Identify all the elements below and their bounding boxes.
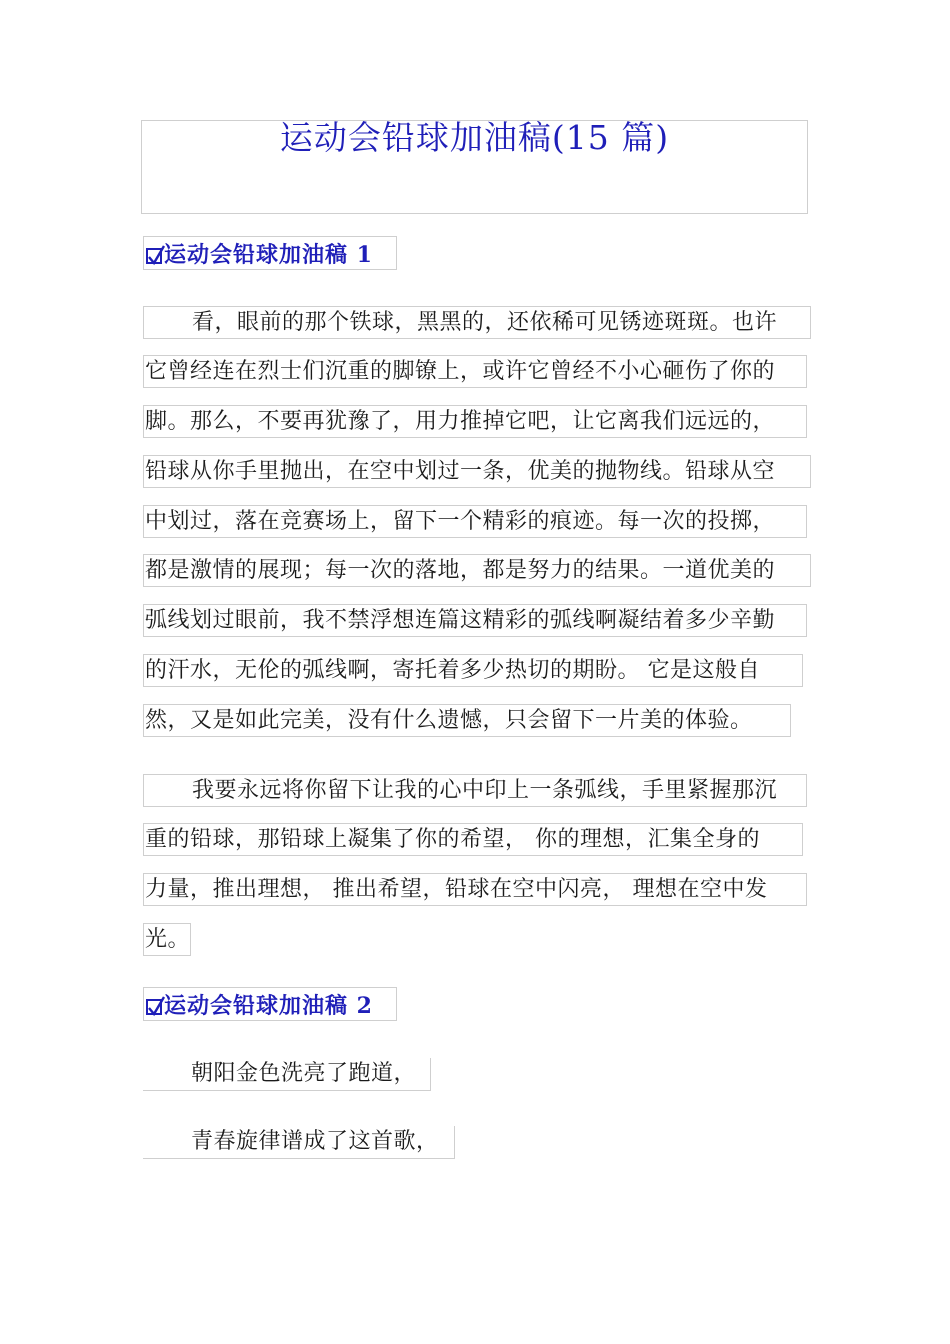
text-line: 弧线划过眼前，我不禁浮想连篇这精彩的弧线啊凝结着多少辛勤 <box>143 604 807 637</box>
checkbox-icon <box>146 248 162 264</box>
text-line: 青春旋律谱成了这首歌， <box>143 1126 455 1159</box>
section-heading-text: 运动会铅球加油稿 2 <box>164 992 373 1019</box>
text-line: 的汗水，无伦的弧线啊，寄托着多少热切的期盼。 它是这般自 <box>143 654 803 687</box>
text-line: 朝阳金色洗亮了跑道， <box>143 1058 431 1091</box>
text-line: 中划过，落在竞赛场上，留下一个精彩的痕迹。每一次的投掷， <box>143 505 807 538</box>
text-line: 然，又是如此完美，没有什么遗憾，只会留下一片美的体验。 <box>143 704 791 737</box>
text-line: 我要永远将你留下让我的心中印上一条弧线，手里紧握那沉 <box>143 774 807 807</box>
section-heading-2 <box>143 987 397 1021</box>
text-line: 它曾经连在烈士们沉重的脚镣上，或许它曾经不小心砸伤了你的 <box>143 355 807 388</box>
text-line: 脚。那么，不要再犹豫了，用力推掉它吧，让它离我们远远的， <box>143 405 807 438</box>
text-line: 铅球从你手里抛出，在空中划过一条，优美的抛物线。铅球从空 <box>143 455 811 488</box>
section-heading-text: 运动会铅球加油稿 1 <box>164 241 373 268</box>
text-line: 都是激情的展现；每一次的落地，都是努力的结果。一道优美的 <box>143 554 811 587</box>
text-line: 重的铅球，那铅球上凝集了你的希望， 你的理想，汇集全身的 <box>143 823 803 856</box>
text-line: 光。 <box>143 923 191 956</box>
text-line: 看，眼前的那个铁球，黑黑的，还依稀可见锈迹斑斑。也许 <box>143 306 811 339</box>
text-line: 力量，推出理想， 推出希望，铅球在空中闪亮， 理想在空中发 <box>143 873 807 906</box>
section-heading-1 <box>143 236 397 270</box>
checkbox-icon <box>146 999 162 1015</box>
document-title: 运动会铅球加油稿(15 篇) <box>279 118 670 157</box>
